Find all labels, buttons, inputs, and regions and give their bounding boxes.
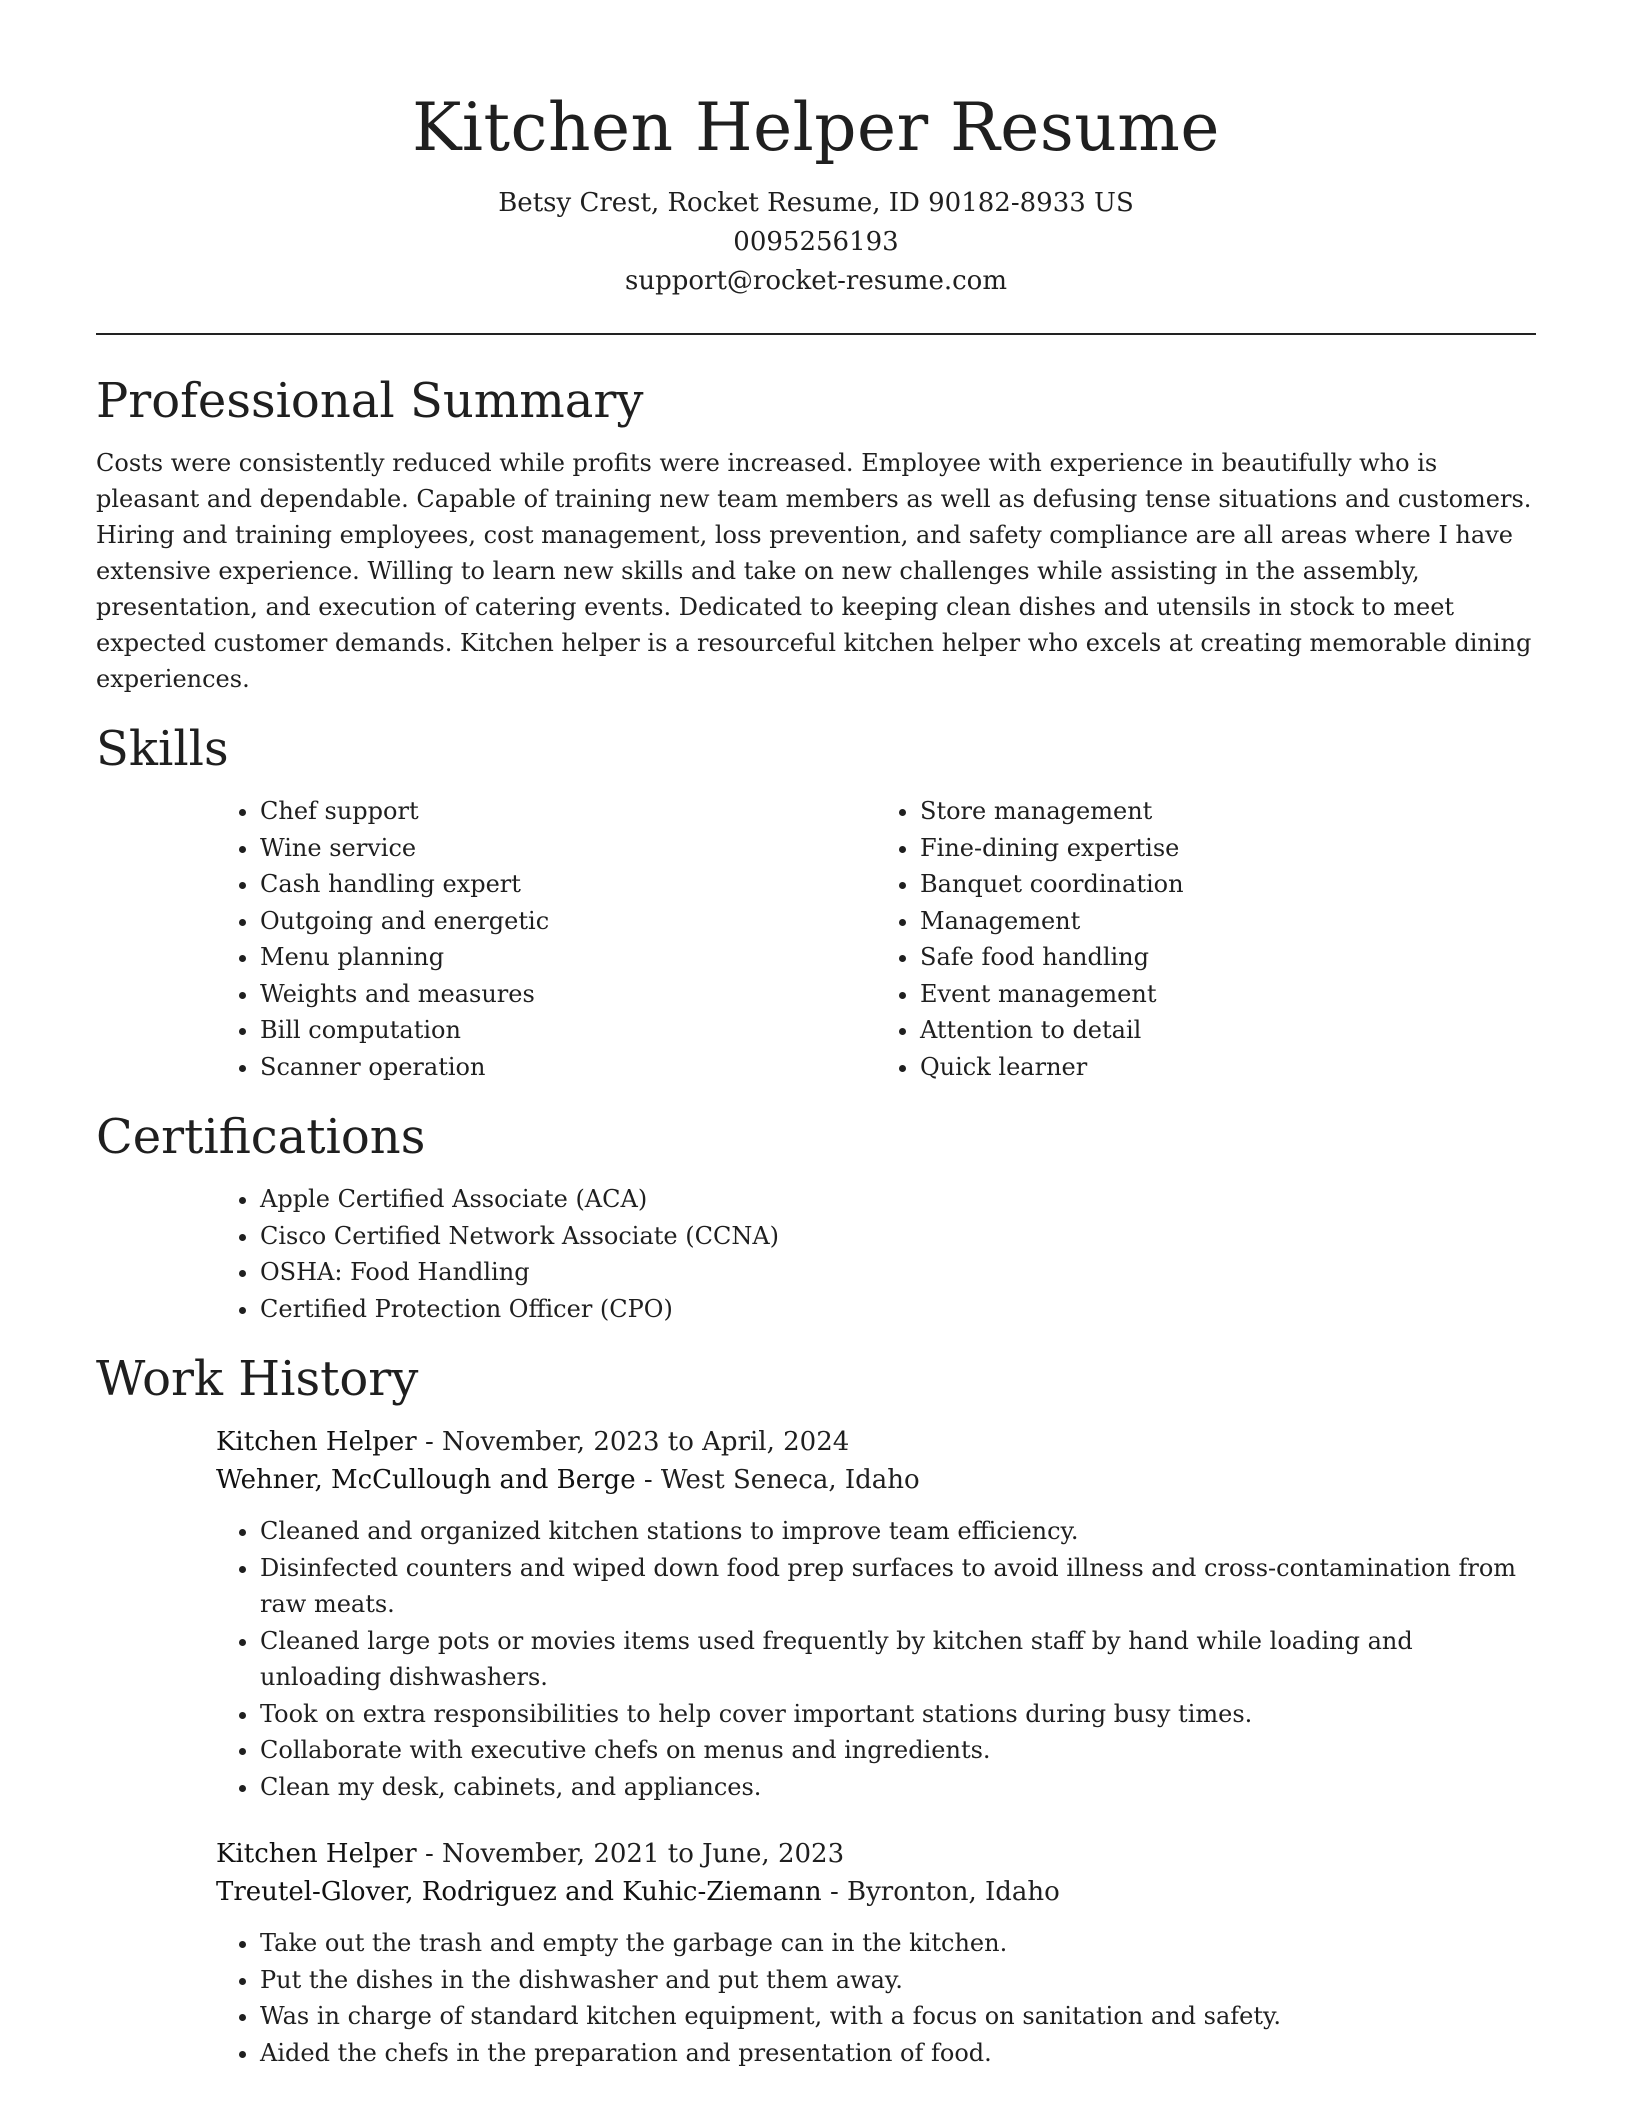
skill-item: • Safe food handling — [920, 939, 1536, 976]
resume-header — [96, 0, 1536, 301]
skill-item: • Store management — [920, 793, 1536, 830]
certifications-heading: Certifications — [96, 1109, 426, 1165]
duty-item: • Take out the trash and empty the garbage can in the kitchen. — [260, 1925, 1536, 1962]
duty-item: • Cleaned large pots or movies items used frequently by kitchen staff by hand while loading and unloading dishwashers. — [260, 1623, 1536, 1696]
job-location: - Byronton, Idaho — [821, 1877, 1060, 1907]
job-dates: - November, 2023 to April, 2024 — [416, 1427, 850, 1457]
job-header — [216, 1423, 1536, 1499]
skills-columns — [216, 793, 1536, 1085]
skill-item: • Scanner operation — [260, 1049, 876, 1086]
skill-item: • Attention to detail — [920, 1012, 1536, 1049]
duty-item: • Collaborate with executive chefs on menus and ingredients. — [260, 1732, 1536, 1769]
contact-block — [96, 184, 1536, 301]
skill-item: • Quick learner — [920, 1049, 1536, 1086]
contact-address: Betsy Crest, Rocket Resume, ID 90182-8933 US — [498, 188, 1134, 218]
contact-phone: 0095256193 — [733, 227, 899, 257]
duty-item: • Disinfected counters and wiped down food prep surfaces to avoid illness and cross-contamination from raw meats. — [260, 1550, 1536, 1623]
certifications-section — [96, 1107, 1536, 1327]
summary-heading: Professional Summary — [96, 373, 644, 429]
job-location: - West Seneca, Idaho — [635, 1465, 920, 1495]
skills-heading: Skills — [96, 721, 229, 777]
contact-email: support@rocket-resume.com — [624, 266, 1007, 296]
skills-list-left — [216, 793, 876, 1085]
skill-item: • Event management — [920, 976, 1536, 1013]
resume-page — [96, 0, 1536, 2112]
certification-item: • Certified Protection Officer (CPO) — [260, 1291, 1536, 1328]
duty-item: • Took on extra responsibilities to help cover important stations during busy times. — [260, 1696, 1536, 1733]
certification-item: • Apple Certified Associate (ACA) — [260, 1181, 1536, 1218]
skill-item: • Banquet coordination — [920, 866, 1536, 903]
skill-item: • Bill computation — [260, 1012, 876, 1049]
duty-item: • Put the dishes in the dishwasher and put them away. — [260, 1962, 1536, 1999]
skills-list-right — [876, 793, 1536, 1085]
skill-item: • Cash handling expert — [260, 866, 876, 903]
skill-item: • Management — [920, 903, 1536, 940]
duty-item: • Cleaned and organized kitchen stations to improve team efficiency. — [260, 1513, 1536, 1550]
work-heading: Work History — [96, 1351, 419, 1407]
summary-section — [96, 371, 1536, 697]
job-entry — [216, 1423, 1536, 1805]
job-title: Kitchen Helper — [216, 1427, 417, 1457]
job-company: Wehner, McCullough and Berge — [216, 1465, 636, 1495]
job-title: Kitchen Helper — [216, 1839, 417, 1869]
summary-text: Costs were consistently reduced while profits were increased. Employee with experience in beautifully who is pleasant and dependable. Capable of training new team members as well as defusing tense situations and customers. Hiring and training employees, cost management, loss prevention, and safety compliance are all areas where I have extensive experience. Willing to learn new skills and take on new challenges while assisting in the assembly, presentation, and execution of catering events. Dedicated to keeping clean dishes and utensils in stock to meet expected customer demands. Kitchen helper is a resourceful kitchen helper who excels at creating memorable dining experiences. — [96, 449, 1532, 693]
job-duties-list — [216, 1513, 1536, 1805]
header-divider — [96, 333, 1536, 335]
duty-item: • Was in charge of standard kitchen equipment, with a focus on sanitation and safety. — [260, 1998, 1536, 2035]
certifications-list — [216, 1181, 1536, 1327]
job-company: Treutel-Glover, Rodriguez and Kuhic-Ziemann — [216, 1877, 822, 1907]
duty-item: • Clean my desk, cabinets, and appliances. — [260, 1769, 1536, 1806]
skill-item: • Menu planning — [260, 939, 876, 976]
skill-item: • Wine service — [260, 830, 876, 867]
job-dates: - November, 2021 to June, 2023 — [416, 1839, 845, 1869]
duty-item: • Aided the chefs in the preparation and presentation of food. — [260, 2035, 1536, 2072]
job-duties-list — [216, 1925, 1536, 2071]
resume-title: Kitchen Helper Resume — [412, 89, 1220, 166]
skill-item: • Chef support — [260, 793, 876, 830]
skill-item: • Outgoing and energetic — [260, 903, 876, 940]
certification-item: • Cisco Certified Network Associate (CCNA) — [260, 1218, 1536, 1255]
job-entry — [216, 1835, 1536, 2071]
work-section — [96, 1349, 1536, 2071]
skills-section — [96, 719, 1536, 1085]
skill-item: • Fine-dining expertise — [920, 830, 1536, 867]
skill-item: • Weights and measures — [260, 976, 876, 1013]
certification-item: • OSHA: Food Handling — [260, 1254, 1536, 1291]
job-header — [216, 1835, 1536, 1911]
